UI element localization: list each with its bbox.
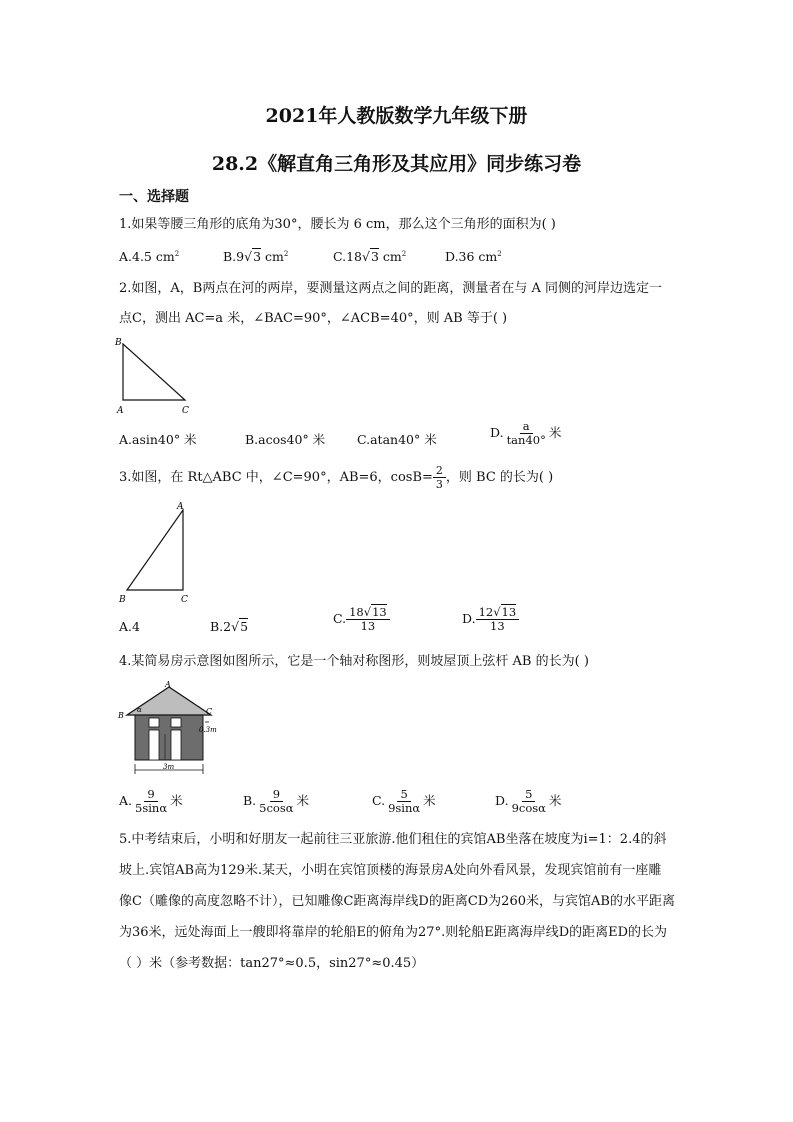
q4-house-wall: [135, 712, 203, 760]
question-5-line-3: 像C（雕像的高度忽略不计），已知雕像C距离海岸线D的距离CD为260米，与宾馆AB的水平距离: [119, 894, 675, 909]
q3-option-a: A.4: [119, 619, 140, 634]
q2-option-d: D. $\frac{a}{\tan 40^\circ}$ 米: [490, 419, 562, 447]
q3-triangle: [127, 510, 183, 590]
question-3-stem: 3.如图，在 Rt△ABC 中，∠C=90°，AB=6，cosB= $\frac{2}{3}$ ，则 BC 的长为( ): [119, 464, 554, 491]
q4-label-height: 0.3m: [199, 726, 217, 734]
q4-label-alpha: α: [137, 706, 142, 714]
q2-triangle: [123, 344, 185, 400]
q1-option-d: D.36 $cm^2$: [445, 249, 502, 264]
q3-label-b: B: [119, 595, 126, 605]
page-title: 2021年人教版数学九年级下册: [265, 105, 528, 127]
q2-option-c: C.atan40° 米: [357, 432, 437, 447]
q2-label-b: B: [115, 338, 122, 348]
q4-label-width: 3m: [163, 763, 175, 771]
question-5-line-1: 5.中考结束后，小明和好朋友一起前往三亚旅游.他们租住的宾馆AB坐落在坡度为i=1：2.4的斜: [119, 832, 667, 847]
section-heading: 一、选择题: [119, 189, 189, 205]
q4-option-d: D. $\frac{5}{9\cos\alpha}$ 米: [495, 787, 562, 815]
q2-label-a: A: [117, 406, 124, 416]
q4-door-left: [149, 730, 159, 760]
question-2-stem-line-1: 2.如图，A，B两点在河的两岸，要测量这两点之间的距离，测量者在与 A 同侧的河岸边选定一: [119, 281, 662, 296]
q3-triangle-figure: [113, 498, 203, 606]
q2-option-b: B.acos40° 米: [245, 432, 326, 447]
q4-option-a: A. $\frac{9}{5\sin\alpha}$ 米: [119, 787, 183, 815]
q4-option-c: C. $\frac{5}{9\sin\alpha}$ 米: [372, 787, 436, 815]
q4-option-b: B. $\frac{9}{5\cos\alpha}$ 米: [243, 787, 310, 815]
q1-option-c: C.18√3 $cm^2$: [333, 249, 407, 264]
q2-label-c: C: [182, 406, 189, 416]
question-4-stem: 4.某简易房示意图如图所示，它是一个轴对称图形，则坡屋顶上弦杆 AB 的长为( ): [119, 654, 589, 669]
q4-label-c: C: [206, 707, 213, 716]
question-1-stem: 1.如果等腰三角形的底角为30°，腰长为 6 cm，那么这个三角形的面积为( ): [119, 217, 556, 232]
q2-triangle-figure: [113, 334, 203, 420]
question-2-stem-line-2: 点C，测出 AC=a 米，∠BAC=90°，∠ACB=40°，则 AB 等于( ): [119, 311, 508, 326]
q4-house-figure: [113, 678, 223, 776]
q4-window-left: [149, 718, 159, 727]
q3-option-b: B.2√5: [210, 619, 249, 634]
q3-label-a: A: [177, 502, 184, 512]
q3-option-c: C. $\frac{18√13}{13}$: [333, 606, 390, 633]
q3-label-c: C: [181, 595, 188, 605]
question-5-line-5: （ ）米（参考数据：tan27°≈0.5，sin27°≈0.45）: [119, 956, 425, 971]
question-5-line-4: 为36米，远处海面上一艘即将靠岸的轮船E的俯角为27°.则轮船E距离海岸线D的距离ED的长为: [119, 925, 668, 940]
q4-door-right: [171, 730, 181, 760]
q3-option-d: D. $\frac{12√13}{13}$: [462, 606, 519, 633]
page-subtitle: 28.2《解直角三角形及其应用》同步练习卷: [211, 153, 582, 175]
q1-option-a: A.4.5 $cm^2$: [119, 249, 180, 264]
q1-option-b: B.9√3 $cm^2$: [223, 249, 289, 264]
q4-label-a: A: [165, 680, 171, 689]
q2-option-a: A.asin40° 米: [119, 432, 197, 447]
q4-label-b: B: [118, 711, 124, 720]
q4-window-right: [171, 718, 181, 727]
question-5-line-2: 坡上.宾馆AB高为129米.某天，小明在宾馆顶楼的海景房A处向外看风景，发现宾馆前有一座雕: [119, 863, 662, 878]
